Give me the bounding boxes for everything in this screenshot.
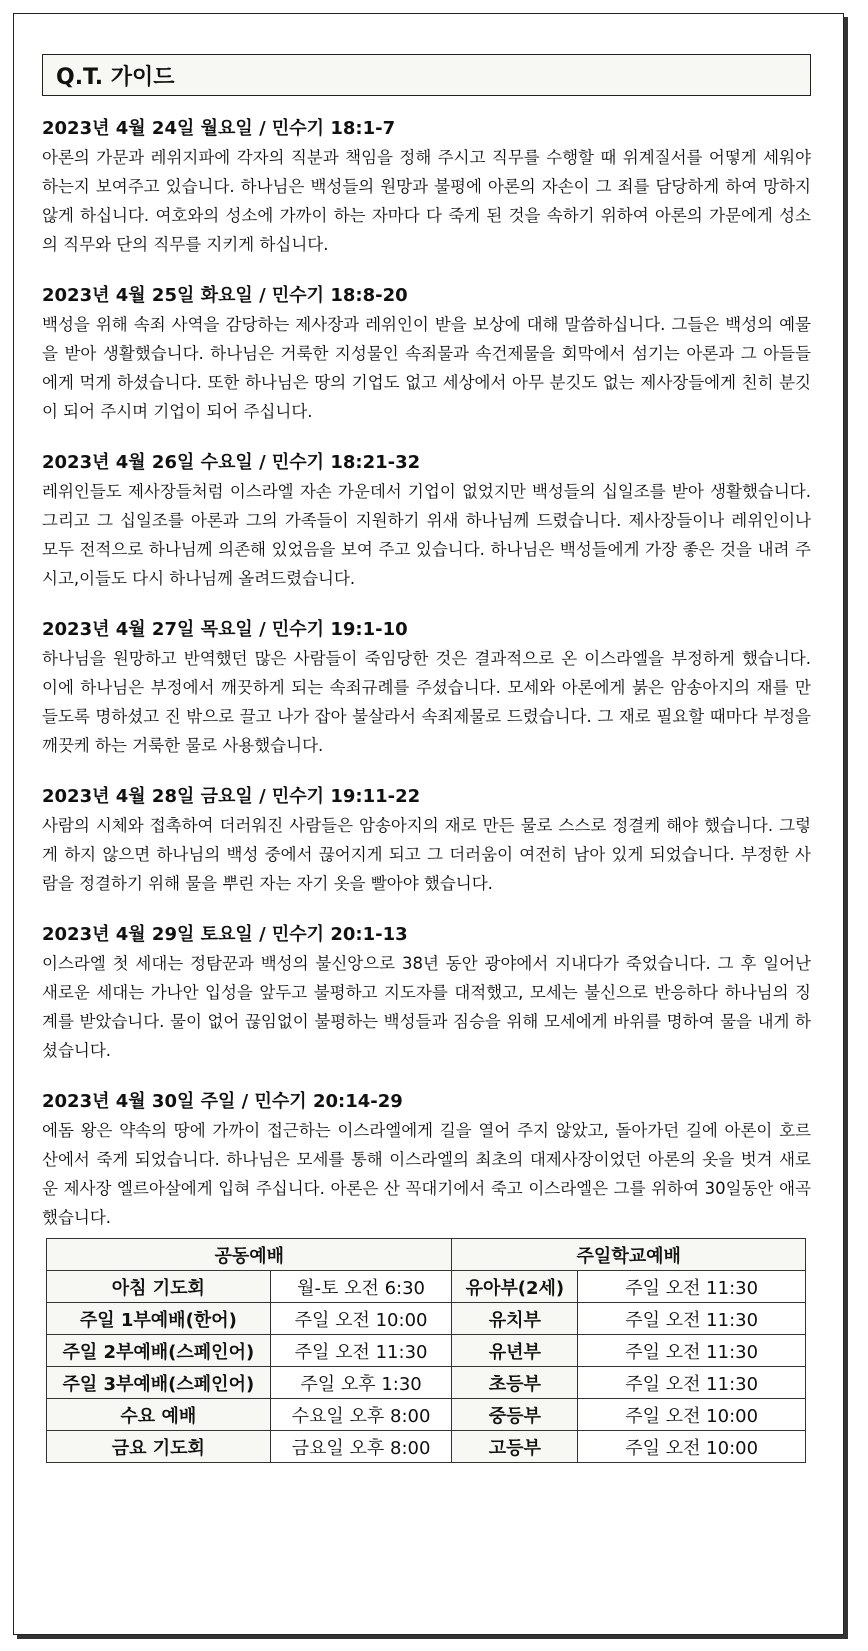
school-dept: 중등부 xyxy=(452,1399,578,1431)
entry-body: 레위인들도 제사장들처럼 이스라엘 자손 가운데서 기업이 없었지만 백성들의 십일조를 받아 생활했습니다. 그리고 그 십일조를 아론과 그의 가족들이 지원하기 위새 하나님께 드렸습니다. 제사장들이나 레위인이나 모두 전적으로 하나님께 의존해 있었음을 보여 주고 있습니다. 하나님은 백성들에게 가장 좋은 것을 내려 주시고,이들도 다시 하나님께 올려드렸습니다. xyxy=(42,482,811,588)
school-dept: 고등부 xyxy=(452,1431,578,1463)
qt-entry xyxy=(42,448,811,593)
header-common-worship: 공동예배 xyxy=(47,1239,452,1271)
service-name: 수요 예배 xyxy=(47,1399,271,1431)
qt-entry xyxy=(42,281,811,426)
worship-schedule-table xyxy=(46,1238,806,1463)
qt-entry xyxy=(42,1087,811,1232)
page-title: Q.T. 가이드 xyxy=(42,54,811,96)
header-sunday-school: 주일학교예배 xyxy=(452,1239,806,1271)
table-row xyxy=(47,1431,806,1463)
service-time: 주일 오전 11:30 xyxy=(270,1335,452,1367)
service-name: 주일 3부예배(스페인어) xyxy=(47,1367,271,1399)
service-time: 주일 오전 10:00 xyxy=(270,1303,452,1335)
entry-heading: 2023년 4월 26일 수요일 / 민수기 18:21-32 xyxy=(42,452,421,473)
service-time: 월-토 오전 6:30 xyxy=(270,1271,452,1303)
school-time: 주일 오전 11:30 xyxy=(578,1271,806,1303)
entry-heading: 2023년 4월 25일 화요일 / 민수기 18:8-20 xyxy=(42,285,408,306)
school-dept: 초등부 xyxy=(452,1367,578,1399)
entry-heading: 2023년 4월 30일 주일 / 민수기 20:14-29 xyxy=(42,1091,403,1112)
qt-entry xyxy=(42,615,811,760)
entry-heading: 2023년 4월 28일 금요일 / 민수기 19:11-22 xyxy=(42,786,421,807)
service-time: 금요일 오후 8:00 xyxy=(270,1431,452,1463)
qt-entry xyxy=(42,114,811,259)
table-row xyxy=(47,1303,806,1335)
entry-body: 사람의 시체와 접촉하여 더러워진 사람들은 암송아지의 재로 만든 물로 스스로 정결케 해야 했습니다. 그렇게 하지 않으면 하나님의 백성 중에서 끊어지게 되고 그 더러움이 여전히 남아 있게 되었습니다. 부정한 사람을 정결하기 위해 물을 뿌린 자는 자기 옷을 빨아야 했습니다. xyxy=(42,816,811,893)
school-time: 주일 오전 11:30 xyxy=(578,1303,806,1335)
table-row xyxy=(47,1367,806,1399)
page-frame xyxy=(13,13,844,1635)
school-dept: 유치부 xyxy=(452,1303,578,1335)
table-row xyxy=(47,1399,806,1431)
school-time: 주일 오전 10:00 xyxy=(578,1399,806,1431)
service-time: 주일 오후 1:30 xyxy=(270,1367,452,1399)
entry-heading: 2023년 4월 24일 월요일 / 민수기 18:1-7 xyxy=(42,118,396,139)
table-row xyxy=(47,1335,806,1367)
entry-body: 이스라엘 첫 세대는 정탐꾼과 백성의 불신앙으로 38년 동안 광야에서 지내다가 죽었습니다. 그 후 일어난 새로운 세대는 가나안 입성을 앞두고 불평하고 지도자를 대적했고, 모세는 불신으로 반응하다 하나님의 징계를 받았습니다. 물이 없어 끊임없이 불평하는 백성들과 짐승을 위해 모세에게 바위를 명하여 물을 내게 하셨습니다. xyxy=(42,954,811,1060)
qt-entries xyxy=(42,114,811,1232)
school-time: 주일 오전 10:00 xyxy=(578,1431,806,1463)
service-time: 수요일 오후 8:00 xyxy=(270,1399,452,1431)
entry-heading: 2023년 4월 29일 토요일 / 민수기 20:1-13 xyxy=(42,924,408,945)
qt-entry xyxy=(42,920,811,1065)
entry-body: 에돔 왕은 약속의 땅에 가까이 접근하는 이스라엘에게 길을 열어 주지 않았고, 돌아가던 길에 아론이 호르 산에서 죽게 되었습니다. 하나님은 모세를 통해 이스라엘의 최초의 대제사장이었던 아론의 옷을 벗겨 새로운 제사장 엘르아살에게 입혀 주십니다. 아론은 산 꼭대기에서 죽고 이스라엘은 그를 위하여 30일동안 애곡했습니다. xyxy=(42,1121,811,1227)
qt-entry xyxy=(42,782,811,898)
entry-body: 하나님을 원망하고 반역했던 많은 사람들이 죽임당한 것은 결과적으로 온 이스라엘을 부정하게 했습니다. 이에 하나님은 부정에서 깨끗하게 되는 속죄규례를 주셨습니다. 모세와 아론에게 붉은 암송아지의 재를 만들도록 명하셨고 진 밖으로 끌고 나가 잡아 불살라서 속죄제물로 드렸습니다. 그 재로 필요할 때마다 부정을 깨끗케 하는 거룩한 물로 사용했습니다. xyxy=(42,649,811,755)
main-content xyxy=(42,54,811,1463)
service-name: 주일 2부예배(스페인어) xyxy=(47,1335,271,1367)
entry-heading: 2023년 4월 27일 목요일 / 민수기 19:1-10 xyxy=(42,619,408,640)
table-row xyxy=(47,1271,806,1303)
school-time: 주일 오전 11:30 xyxy=(578,1367,806,1399)
school-dept: 유년부 xyxy=(452,1335,578,1367)
school-dept: 유아부(2세) xyxy=(452,1271,578,1303)
service-name: 주일 1부예배(한어) xyxy=(47,1303,271,1335)
school-time: 주일 오전 11:30 xyxy=(578,1335,806,1367)
schedule-header-row xyxy=(47,1239,806,1271)
service-name: 아침 기도회 xyxy=(47,1271,271,1303)
service-name: 금요 기도회 xyxy=(47,1431,271,1463)
entry-body: 백성을 위해 속죄 사역을 감당하는 제사장과 레위인이 받을 보상에 대해 말씀하십니다. 그들은 백성의 예물을 받아 생활했습니다. 하나님은 거룩한 지성물인 속죄물과 속건제물을 회막에서 섬기는 아론과 그 아들들에게 먹게 하셨습니다. 또한 하나님은 땅의 기업도 없고 세상에서 아무 분깃도 없는 제사장들에게 친히 분깃이 되어 주시며 기업이 되어 주십니다. xyxy=(42,315,811,421)
entry-body: 아론의 가문과 레위지파에 각자의 직분과 책임을 정해 주시고 직무를 수행할 때 위계질서를 어떻게 세워야 하는지 보여주고 있습니다. 하나님은 백성들의 원망과 불평에 아론의 자손이 그 죄를 담당하게 하여 망하지 않게 하십니다. 여호와의 성소에 가까이 하는 자마다 다 죽게 된 것을 속하기 위하여 아론의 가문에게 성소의 직무와 단의 직무를 지키게 하십니다. xyxy=(42,148,811,254)
